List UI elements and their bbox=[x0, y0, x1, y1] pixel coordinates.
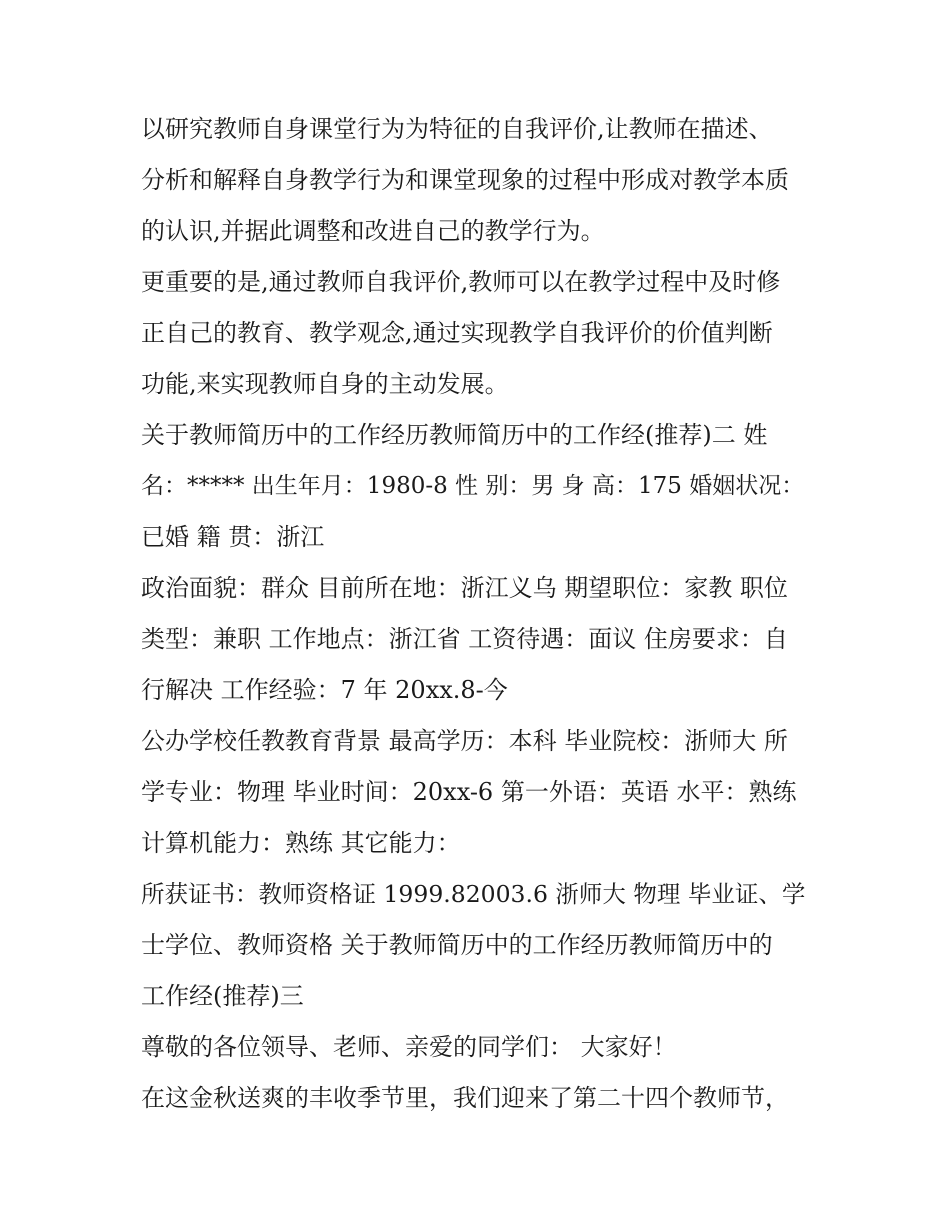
paragraph bbox=[141, 716, 813, 869]
text-line: 正自己的教育、教学观念,通过实现教学自我评价的价值判断 bbox=[141, 319, 773, 347]
text-line: 的认识,并据此调整和改进自己的教学行为。 bbox=[141, 217, 605, 245]
text-line: 名：***** 出生年月：1980-8 性 别：男 身 高：175 婚姻状况： bbox=[141, 473, 805, 499]
text-line: 关于教师简历中的工作经历教师简历中的工作经(推荐)二 姓 bbox=[141, 421, 768, 449]
text-line: 分析和解释自身教学行为和课堂现象的过程中形成对教学本质 bbox=[141, 166, 789, 194]
text-line: 政治面貌：群众 目前所在地：浙江义乌 期望职位：家教 职位 bbox=[141, 574, 788, 602]
text-line: 公办学校任教教育背景 最高学历：本科 毕业院校：浙师大 所 bbox=[141, 727, 788, 755]
text-line: 尊敬的各位领导、老师、亲爱的同学们： 大家好！ bbox=[141, 1033, 677, 1061]
text-line: 更重要的是,通过教师自我评价,教师可以在教学过程中及时修 bbox=[141, 268, 781, 296]
document-body bbox=[141, 104, 813, 1124]
text-line: 计算机能力：熟练 其它能力： bbox=[141, 829, 461, 857]
text-line: 在这金秋送爽的丰收季节里，我们迎来了第二十四个教师节， bbox=[141, 1084, 789, 1112]
text-line: 类型：兼职 工作地点：浙江省 工资待遇：面议 住房要求：自 bbox=[141, 625, 788, 653]
text-line: 学专业：物理 毕业时间：20xx-6 第一外语：英语 水平：熟练 bbox=[141, 778, 797, 806]
text-line: 所获证书：教师资格证 1999.82003.6 浙师大 物理 毕业证、学 bbox=[141, 880, 806, 908]
text-line: 以研究教师自身课堂行为为特征的自我评价,让教师在描述、 bbox=[141, 115, 773, 143]
text-line: 工作经(推荐)三 bbox=[141, 982, 304, 1010]
text-line: 功能,来实现教师自身的主动发展。 bbox=[141, 370, 509, 398]
paragraph bbox=[141, 1073, 813, 1124]
paragraph bbox=[141, 869, 813, 1022]
paragraph bbox=[141, 410, 813, 563]
paragraph bbox=[141, 1022, 813, 1073]
paragraph bbox=[141, 563, 813, 716]
text-line: 已婚 籍 贯：浙江 bbox=[141, 523, 325, 551]
paragraph bbox=[141, 104, 813, 257]
text-line: 行解决 工作经验：7 年 20xx.8-今 bbox=[141, 676, 508, 704]
text-line: 士学位、教师资格 关于教师简历中的工作经历教师简历中的 bbox=[141, 931, 773, 959]
paragraph bbox=[141, 257, 813, 410]
